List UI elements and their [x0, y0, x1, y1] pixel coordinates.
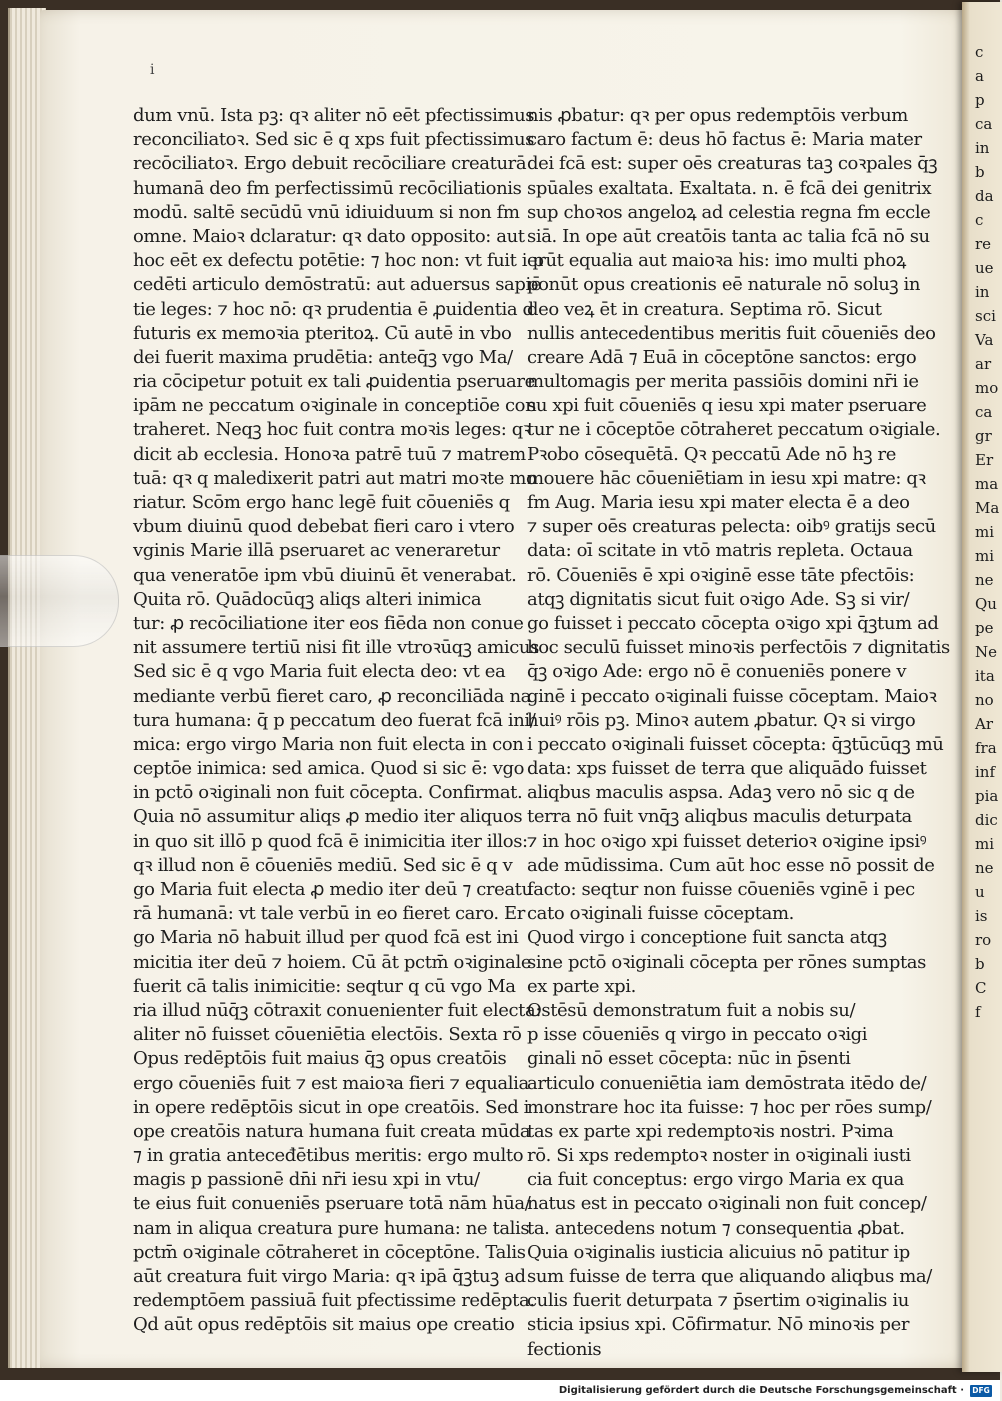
text-line: dei fuerit maxima prudētia: anteq̄ꝫ vgo Ma/ — [133, 346, 513, 368]
text-line: ta. antecedens notum ⁊ consequentia ꝓbat. — [527, 1217, 905, 1239]
text-line: humanā deo fm perfectissimū recōciliationis — [133, 177, 522, 199]
text-line: ⁊ super oēs creaturas pelecta: oibꝰ gratijs secū — [527, 516, 936, 538]
text-line: te eius fuit conueniēs pseruare totā nām hūa/ — [133, 1193, 531, 1215]
text-line: Quia oꝛiginalis iusticia alicuius nō patitur ip — [527, 1241, 910, 1263]
text-fragment: Qu — [975, 595, 997, 613]
text-line: modū. saltē secūdū vnū idiuiduum si non fm — [133, 201, 520, 223]
text-line: Quita rō. Quādocūqꝫ aliqs alteri inimica — [133, 588, 482, 610]
text-fragment: b — [975, 163, 985, 181]
text-line: ria cōcipetur potuit ex tali ꝓuidentia pseruare — [133, 371, 535, 393]
text-fragment: ne — [975, 859, 994, 877]
text-line: hoc eēt ex defectu potētie: ⁊ hoc non: vt fuit i p — [133, 250, 544, 272]
text-line: nis ꝓbatur: qꝛ per opus redemptōis verbum — [527, 105, 908, 126]
text-fragment: is — [975, 907, 988, 925]
text-fragment: fra — [975, 739, 997, 757]
text-fragment: dic — [975, 811, 998, 829]
book-clamp — [0, 555, 119, 647]
text-line: dicit ab ecclesia. Honoꝛa patrē tuū ⁊ matrem — [133, 443, 526, 465]
text-line: cia fuit conceptus: ergo virgo Maria ex qua — [527, 1169, 904, 1191]
text-line: qua veneratōe ipm vbū diuinū ēt venerabat. — [133, 564, 517, 586]
text-line: tur: ꝓ recōciliatione iter eos fiēda non conue — [133, 612, 524, 634]
text-fragment: mi — [975, 547, 995, 565]
text-line: go Maria fuit electa ꝓ medio iter deū ⁊ creatu — [133, 879, 533, 900]
text-line: nam in aliqua creatura pure humana: ne talis — [133, 1217, 530, 1239]
text-line: mediante verbū fieret caro, ꝓ reconciliāda na — [133, 685, 531, 707]
text-line: recōciliatoꝛ. Ergo debuit recōciliare creaturā — [133, 153, 527, 175]
text-line: tas ex parte xpi redemptoꝛis nostri. Pꝛima — [527, 1120, 894, 1142]
text-line: erūt equalia aut maioꝛa his: imo multi phoꝝ — [527, 250, 906, 272]
text-line: ade mūdissima. Cum aūt hoc esse nō possit de — [527, 854, 935, 876]
text-line: sticia ipsius xpi. Cōfirmatur. Nō minoꝛis per — [527, 1314, 910, 1336]
text-line: in quo sit illō p quod fcā ē inimicitia iter illos: — [133, 830, 528, 852]
text-line: ope creatōis natura humana fuit creata mūda — [133, 1120, 531, 1142]
text-line: cedēti articulo demōstratū: aut aduersus sapiē — [133, 274, 542, 296]
text-fragment: ca — [975, 403, 993, 421]
text-line: Sed sic ē q vgo Maria fuit electa deo: vt ea — [133, 661, 506, 683]
text-line: tura humana: q̄ p peccatum deo fuerat fcā ini/ — [133, 709, 536, 731]
text-fragment: C — [975, 979, 987, 997]
text-line: ginē i peccato oꝛiginali fuisse cōceptam. Maioꝛ — [527, 685, 937, 707]
text-fragment: p — [975, 91, 985, 109]
text-fragment: pia — [975, 787, 999, 805]
text-line: terra nō fuit vnq̄ꝫ aliqbus maculis deturpata — [527, 806, 912, 828]
text-line: multomagis per merita passiōis domini nr̄i ie — [527, 371, 919, 393]
text-fragment: Ma — [975, 499, 1000, 517]
text-line: Pꝛobo cōsequētā. Qꝛ peccatū Ade nō hꝫ re — [527, 443, 896, 465]
text-line: sum fuisse de terra que aliquando aliqbus ma/ — [527, 1266, 932, 1287]
text-line: articulo conueniētia iam demōstrata itēdo de/ — [527, 1072, 927, 1094]
text-fragment: pe — [975, 619, 994, 637]
text-line: nit assumere tertiū nisi fit ille vtroꝛūqꝫ amicus — [133, 637, 539, 659]
text-line: tur ne i cōceptōe cōtraheret peccatum oꝛigiale. — [527, 419, 941, 441]
text-line: ex parte xpi. — [527, 975, 636, 997]
text-line: aliqbus maculis aspsa. Adaꝫ vero nō sic q de — [527, 782, 915, 804]
text-line: futuris ex memoꝛia pteritoꝝ. Cū autē in vbo — [133, 322, 512, 344]
text-line: Qd aūt opus redēptōis sit maius ope creatio — [133, 1314, 515, 1336]
text-line: mica: ergo virgo Maria non fuit electa in con — [133, 733, 524, 755]
text-line: riatur. Scōm ergo hanc legē fuit cōueniēs q — [133, 492, 510, 513]
text-fragment: ro — [975, 931, 992, 949]
text-fragment: da — [975, 187, 994, 205]
text-line: atqꝫ dignitatis sicut fuit oꝛigo Ade. Sꝫ si vir/ — [527, 588, 910, 610]
text-fragment: re — [975, 235, 992, 253]
text-line: i peccato oꝛiginali fuisset cōcepta: q̄ꝫtūcūqꝫ mū — [527, 733, 944, 755]
text-line: dei fcā est: super oēs creaturas taꝫ coꝛpales q̄ꝫ — [527, 153, 938, 175]
text-fragment: ita — [975, 667, 995, 685]
text-line: natus est in peccato oꝛiginali non fuit concep/ — [527, 1193, 927, 1215]
text-line: rā humanā: vt tale verbū in eo fieret caro. Er — [133, 903, 525, 925]
text-fragment: c — [975, 43, 984, 61]
text-line: nullis antecedentibus meritis fuit cōueniēs deo — [527, 322, 936, 344]
text-fragment: ne — [975, 571, 994, 589]
text-line: fm Aug. Maria iesu xpi mater electa ē a deo — [527, 492, 910, 513]
text-line: p isse cōueniēs q virgo in peccato oꝛigi — [527, 1024, 868, 1046]
text-line: siā. In ope aūt creatōis tanta ac talia fcā nō su — [527, 225, 930, 247]
text-line: Opus redēptōis fuit maius q̄ꝫ opus creatōis — [133, 1048, 507, 1070]
text-line: ria illud nūq̄ꝫ cōtraxit conuenienter fuit electa: — [133, 999, 542, 1021]
text-line: Quod virgo i conceptione fuit sancta atqꝫ — [527, 927, 887, 949]
text-line: ⁊ in hoc oꝛigo xpi fuisset deterioꝛ oꝛigine ipsiꝰ — [527, 830, 927, 852]
text-fragment: in — [975, 139, 990, 157]
text-line: spūales exaltata. Exaltata. n. ē fcā dei genitrix — [527, 177, 932, 199]
text-fragment: no — [975, 691, 994, 709]
text-line: data: oī scitate in vtō matris repleta. Octaua — [527, 540, 913, 562]
footer — [0, 1380, 1000, 1401]
text-line: micitia iter deū ⁊ hoiem. Cū āt pctm̄ oꝛiginale — [133, 951, 532, 973]
text-fragment: gr — [975, 427, 992, 445]
text-line: fectionis — [527, 1338, 602, 1360]
text-fragment: sci — [975, 307, 996, 325]
text-line: fuerit cā talis inimicitie: seqtur q cū vgo Ma — [133, 975, 516, 997]
text-fragment: inf — [975, 763, 996, 781]
text-line: tuā: qꝛ q maledixerit patri aut matri moꝛte mo — [133, 467, 537, 489]
text-line: aliter nō fuisset cōueniētia electōis. Sexta rō — [133, 1024, 522, 1046]
text-line: go fuisset i peccato cōcepta oꝛigo xpi q̄ꝫtum ad — [527, 612, 939, 634]
text-line: vginis Marie illā pseruaret ac veneraretur — [133, 540, 500, 562]
text-fragment: Ne — [975, 643, 998, 661]
text-fragment: Ar — [975, 715, 994, 733]
text-line: redemptōem passiuā fuit pfectissime redēpta. — [133, 1290, 535, 1312]
text-line: in opere redēptōis sicut in ope creatōis. Sed i — [133, 1096, 529, 1118]
text-fragment: u — [975, 883, 985, 901]
text-line: tie leges: ⁊ hoc nō: qꝛ prudentia ē ꝓuidentia d — [133, 298, 534, 320]
text-fragment: ue — [975, 259, 994, 277]
text-line: dum vnū. Ista pꝫ: qꝛ aliter nō eēt pfectissimus — [133, 105, 535, 126]
text-column-right — [527, 104, 950, 1362]
text-line: caro factum ē: deus hō factus ē: Maria mater — [527, 129, 922, 151]
text-line: q̄ꝫ oꝛigo Ade: ergo nō ē conueniēs ponere v — [527, 661, 907, 683]
text-fragment: b — [975, 955, 985, 973]
text-line: sine pctō oꝛiginali cōcepta per rōnes sumptas — [527, 951, 926, 973]
text-fragment: ca — [975, 115, 993, 133]
text-line: cato oꝛiginali fuisse cōceptam. — [527, 903, 794, 925]
text-fragment: Er — [975, 451, 994, 469]
text-line: culis fuerit deturpata ⁊ p̄sertim oꝛiginalis iu — [527, 1290, 909, 1312]
text-line: rō. Si xps redemptoꝛ noster in oꝛiginali iusti — [527, 1145, 911, 1167]
margin-mark: i — [150, 62, 155, 78]
text-fragment: c — [975, 211, 984, 229]
text-line: hoc seculū fuisset minoꝛis perfectōis ⁊ dignitatis — [527, 637, 950, 659]
text-line: ponūt opus creationis eē naturale nō soluꝫ in — [527, 274, 921, 296]
text-fragment: f — [975, 1003, 981, 1021]
text-fragment: Va — [975, 331, 994, 349]
text-fragment: mo — [975, 379, 999, 397]
text-line: omne. Maioꝛ dclaratur: qꝛ dato opposito: aut — [133, 225, 525, 247]
text-line: ⁊ in gratia anteceđētibus meritis: ergo multo — [133, 1145, 524, 1167]
text-line: reconciliatoꝛ. Sed sic ē q xps fuit pfectissimus — [133, 129, 534, 151]
text-line: vbum diuinū quod debebat fieri caro i vtero — [133, 516, 515, 538]
text-column-left — [133, 104, 544, 1338]
text-line: traheret. Neqꝫ hoc fuit contra moꝛis leges: qꝛ — [133, 419, 532, 441]
text-fragment: in — [975, 283, 990, 301]
text-line: ginali nō esset cōcepta: nūc in p̄senti — [527, 1048, 851, 1070]
text-line: Quia nō assumitur aliqs ꝓ medio iter aliquos — [133, 806, 523, 828]
text-line: rō. Cōueniēs ē xpi oꝛiginē esse tāte pfectōis: — [527, 564, 915, 586]
text-line: go Maria nō habuit illud per quod fcā est ini — [133, 927, 519, 949]
text-fragment: ma — [975, 475, 999, 493]
text-line: ceptōe inimica: sed amica. Quod si sic ē: vgo — [133, 758, 525, 780]
text-fragment: a — [975, 67, 984, 85]
text-line: qꝛ illud non ē cōueniēs mediū. Sed sic ē q v — [133, 854, 513, 876]
text-line: creare Adā ⁊ Euā in cōceptōne sanctos: ergo — [527, 346, 917, 368]
text-line: facto: seqtur non fuisse cōueniēs vginē i pec — [527, 879, 915, 900]
text-line: mouere hāc cōueniētiam in iesu xpi matre: qꝛ — [527, 467, 926, 489]
footer-credit: Digitalisierung gefördert durch die Deutsche Forschungsgemeinschaft · — [558, 1385, 964, 1396]
right-page-fragments — [975, 40, 1000, 1024]
text-fragment: mi — [975, 523, 995, 541]
text-line: aūt creatura fuit virgo Maria: qꝛ ipā q̄ꝫtuꝫ ad — [133, 1266, 526, 1287]
dfg-logo: DFG — [970, 1385, 992, 1397]
text-line: monstrare hoc ita fuisse: ⁊ hoc per rōes sump/ — [527, 1096, 932, 1118]
text-line: Ostēsū demonstratum fuit a nobis su/ — [527, 999, 856, 1021]
text-line: pctm̄ oꝛiginale cōtraheret in cōceptōne. Talis — [133, 1241, 526, 1263]
text-fragment: mi — [975, 835, 995, 853]
text-line: ergo cōueniēs fuit ⁊ est maioꝛa fieri ⁊ equalia — [133, 1072, 529, 1094]
text-line: su xpi fuit cōueniēs q iesu xpi mater pseruare — [527, 395, 927, 417]
text-line: in pctō oꝛiginali non fuit cōcepta. Confirmat. — [133, 782, 523, 804]
text-line: deo veꝝ ēt in creatura. Septima rō. Sicut — [527, 298, 882, 320]
text-line: ipām ne peccatum oꝛiginale in conceptiōe con — [133, 395, 537, 417]
text-fragment: ar — [975, 355, 992, 373]
text-line: magis p passionē dn̄i nr̄i iesu xpi in vtu/ — [133, 1169, 480, 1191]
text-line: data: xps fuisset de terra que aliquādo fuisset — [527, 758, 927, 780]
text-line: huiꝰ rōis pꝫ. Minoꝛ autem ꝓbatur. Qꝛ si virgo — [527, 709, 916, 731]
text-line: sup choꝛos angeloꝝ ad celestia regna fm eccle — [527, 201, 931, 223]
